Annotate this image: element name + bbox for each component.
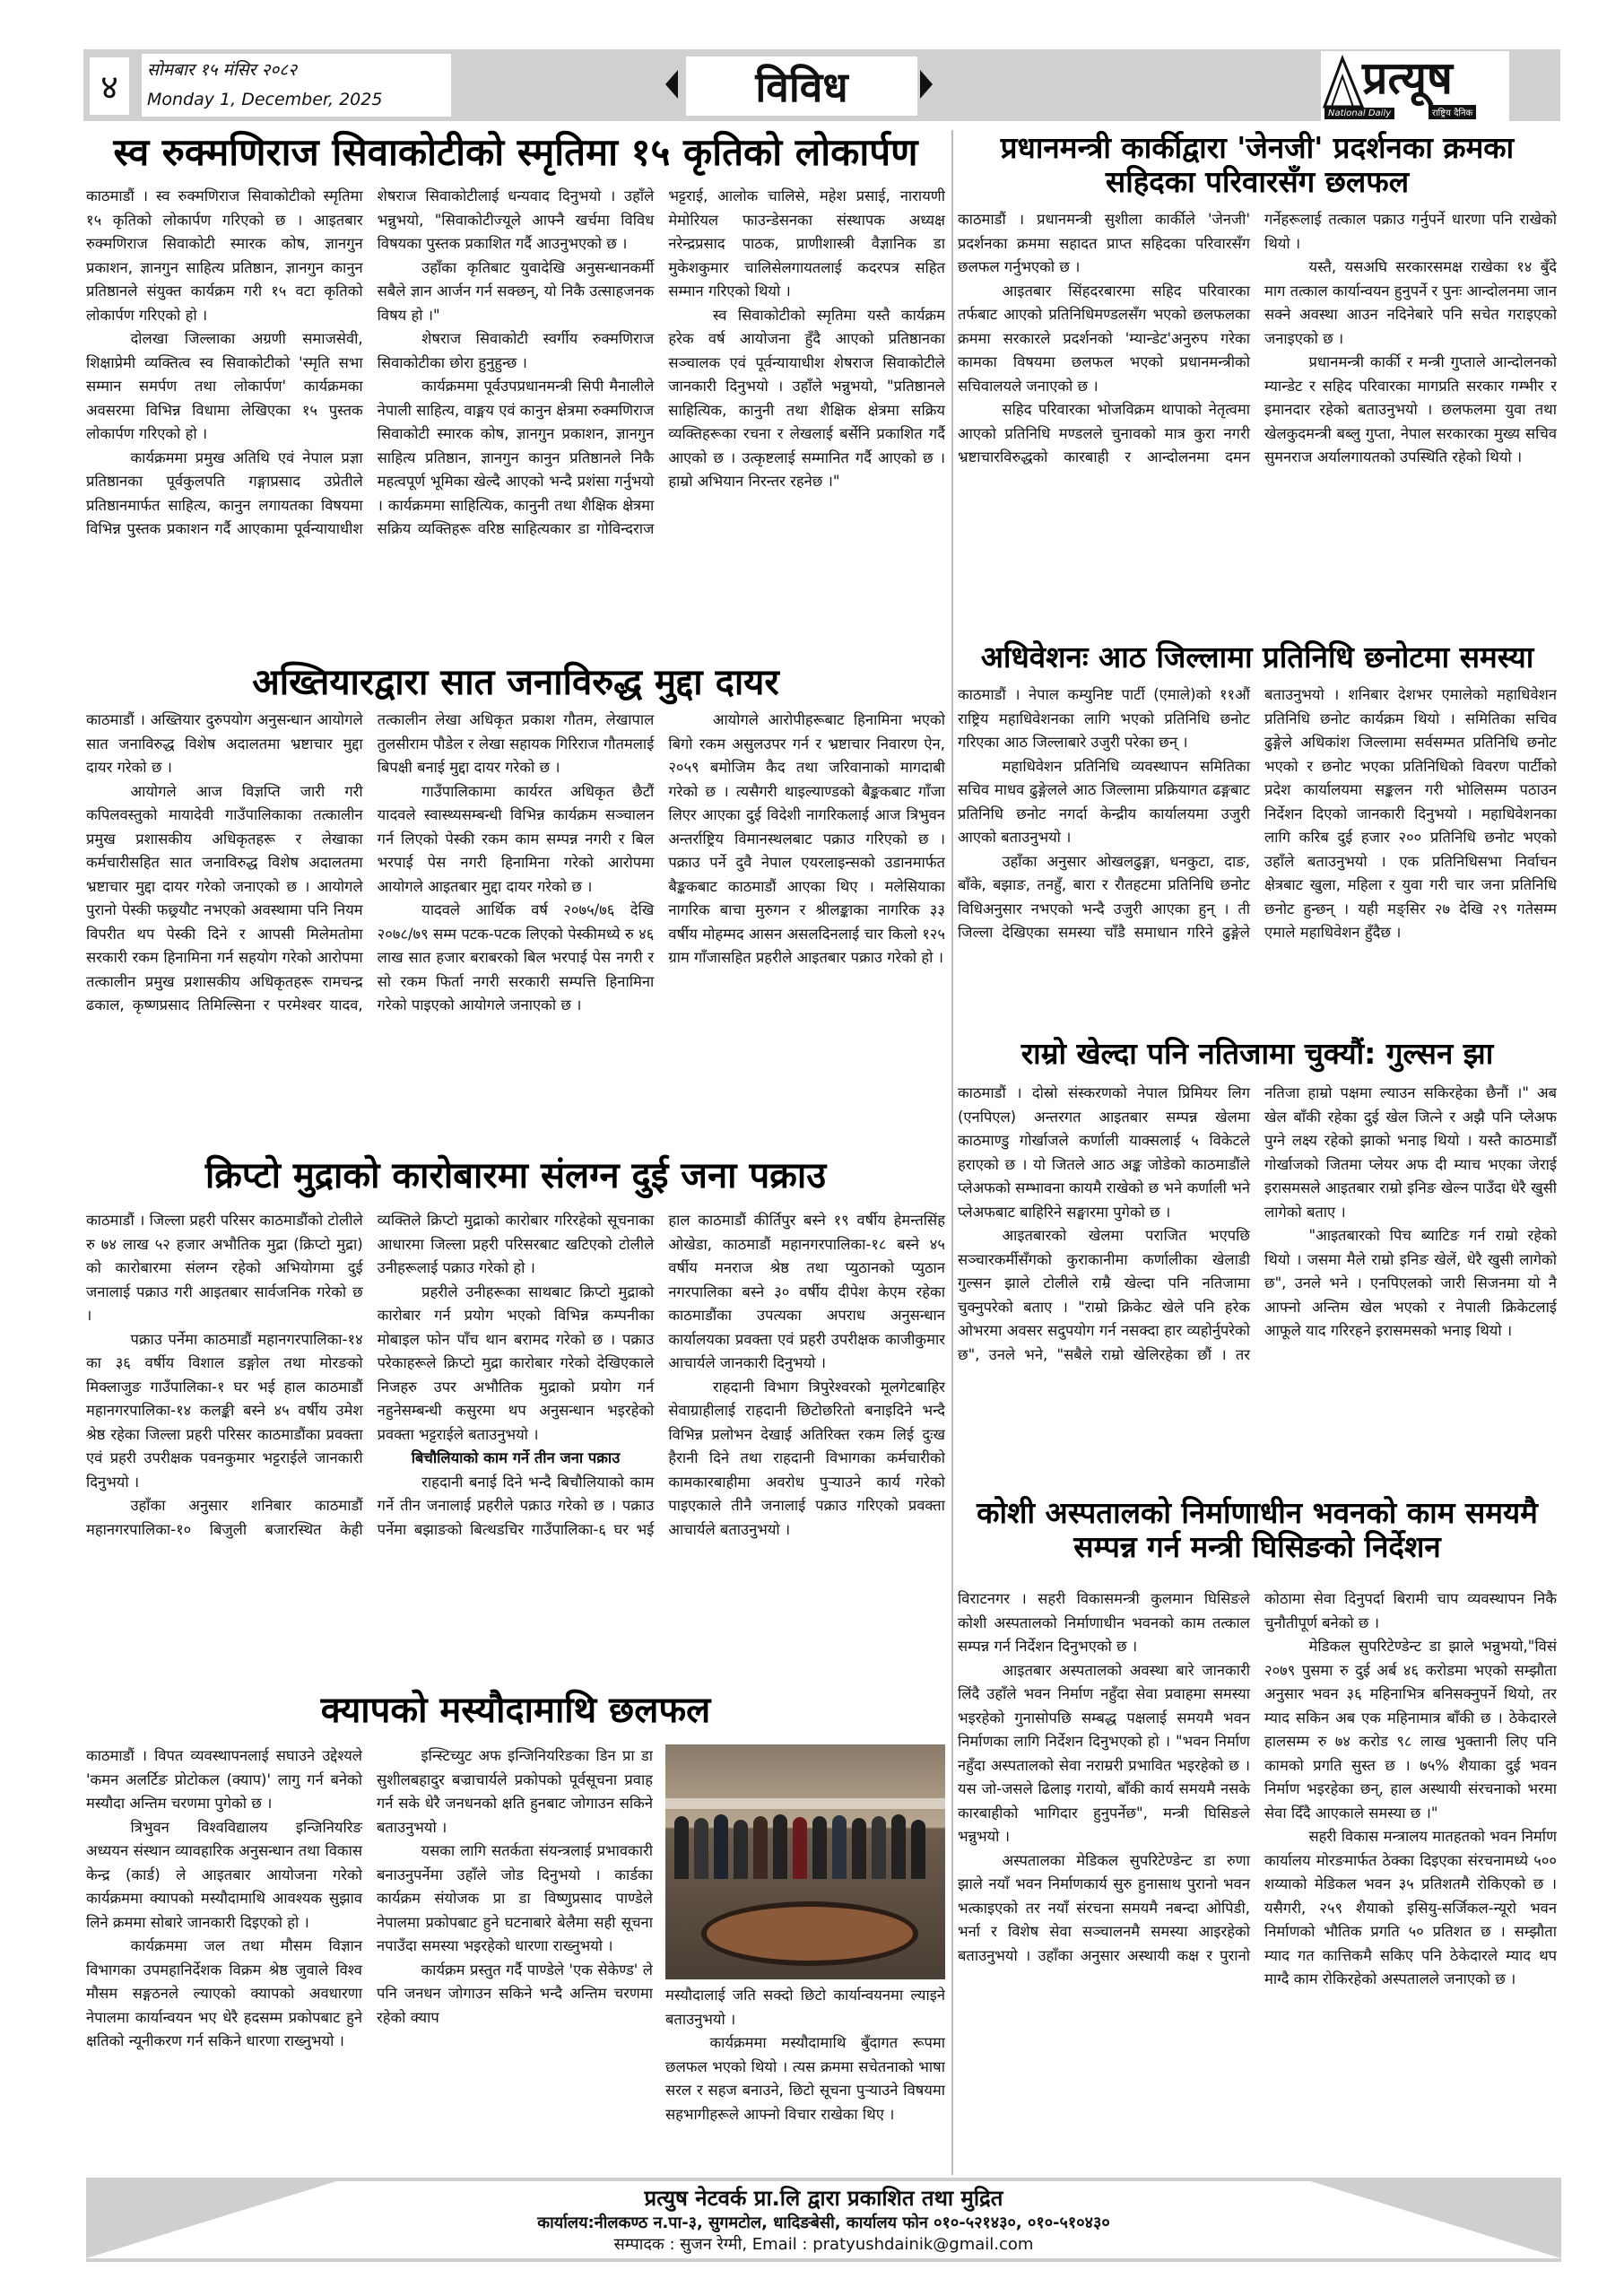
newspaper-logo: [1321, 51, 1509, 121]
article-paragraph: राहदानी विभाग त्रिपुरेश्वरको मूलगेटबाहिर सेवाग्राहीलाई राहदानी छिटोछरितो बनाइदिने भन्दै विभिन्न प्रलोभन देखाई अतिरिक्त रकम लिई दुःख हैरानी दिने तथा राहदानी विभागका कर्मचारीको कामकारबाहीमा अवरोध पुर्‍याउने कार्य गरेको पाइएकाले तीनै जनालाई पक्राउ गरिएको प्रवक्ता आचार्यले बताउनुभयो ।: [668, 1378, 945, 1538]
article-paragraph: काठमाडौं । नेपाल कम्युनिष्ट पार्टी (एमाले)को ११औं राष्ट्रिय महाधिवेशनका लागि भएको प्रतिनिधि छनोट गरिएका आठ जिल्लाबारे उजुरी परेका छन् ।: [958, 686, 1250, 751]
article-paragraph: अस्पतालका मेडिकल सुपरिटेण्डेन्ट डा रुणा झाले नयाँ भवन निर्माणकार्य सुरु हुनासाथ पुरानो भवन भत्काइएको तर नयाँ संरचना समयमै नबन्दा ओपिडी, भर्ना र विशेष सेवा सञ्चालनमै समस्या आइरहेको बताउनुभयो । उहाँका अनुसार अस्थायी कक्ष र पुरानो कोठामा सेवा दिनुपर्दा बिरामी चाप व्यवस्थापन निकै चुनौतीपूर्ण बनेको छ ।: [958, 1590, 1557, 1964]
next-arrow-icon: [920, 70, 933, 99]
headline-koshi: कोशी अस्पतालको निर्माणाधीन भवनको काम समयमै सम्पन्न गर्न मन्त्री घिसिङको निर्देशन: [977, 1495, 1538, 1564]
article-paragraph: राहदानी बनाई दिने भन्दै बिचौलियाको काम गर्ने तीन जनालाई प्रहरीले पक्राउ गरेको छ । पक्राउ पर्नेमा बझाङको बित्थडचिर गाउँपालिका-६ घर भई हाल काठमाडौं कीर्तिपुर बस्ने १९ वर्षीय हेमन्तसिंह ओखेडा, काठमाडौं महानगरपालिका-१८ बस्ने ४५ वर्षीय मनराज श्रेष्ठ तथा प्युठानको प्युठान नगरपालिका बस्ने ३० वर्षीय दीपेश केएम रहेका काठमाडौंका उपत्यका अपराध अनुसन्धान कार्यालयका प्रवक्ता एवं प्रहरी उपरीक्षक काजीकुमार आचार्यले जानकारी दिनुभयो ।: [377, 1212, 945, 1538]
article-paragraph: "आइतबारको पिच ब्याटिङ गर्न राम्रो रहेको थियो । जसमा मैले राम्रो इनिङ खेलें, धेरै खुसी लागेको छ", उनले भने । एनपिएलको जारी सिजनमा यो नै आफ्नो अन्तिम खेल भएको र नेपाली क्रिकेटलाई आफूले याद गरिरहने इरासमसको भनाइ थियो ।: [1264, 1227, 1557, 1339]
headline-genz: प्रधानमन्त्री कार्कीद्वारा 'जेनजी' प्रदर्शनका क्रमका सहिदका परिवारसँग छलफल: [1000, 130, 1515, 199]
meeting-photo: [665, 1744, 945, 1979]
article-paragraph: मस्यौदालाई जति सक्दो छिटो कार्यान्वयनमा ल्याइने बताउनुभयो ।: [665, 1987, 945, 2028]
logo-sub-en: National Daily: [1324, 108, 1394, 119]
article-paragraph: यस्तै, यसअघि सरकारसमक्ष राखेका १४ बुँदे माग तत्काल कार्यान्वयन हुनुपर्ने र पुनः आन्दोलनमा जान सक्ने अवस्था आउन नदिनेबारे पनि सचेत गराइएको जनाइएको छ ।: [1264, 258, 1557, 347]
article-cap-body: [86, 1744, 653, 2175]
article-paragraph: दोलखा जिल्लाका अग्रणी समाजसेवी, शिक्षाप्रेमी व्यक्तित्व स्व सिवाकोटीको 'स्मृति सभा सम्मान समर्पण तथा लोकार्पण' कार्यक्रमका अवसरमा विभिन्न विधामा लेखिएका १५ पुस्तक लोकार्पण गरिएको हो ।: [86, 330, 363, 442]
headline-sivakoti: स्व रुक्मणिराज सिवाकोटीको स्मृतिमा १५ कृतिको लोकार्पण: [113, 130, 918, 174]
article-genz-body: [958, 208, 1557, 635]
footer: [86, 2178, 1561, 2262]
footer-address: कार्यालय:नीलकण्ठ न.पा-३, सुगमटोल, धादिङबेसी, कार्यालय फोन ०१०-५२१४३०, ०१०-५१०४३०: [537, 2213, 1110, 2232]
article-paragraph: काठमाडौं । स्व रुक्मणिराज सिवाकोटीको स्मृतिमा १५ कृतिको लोकार्पण गरिएको छ । आइतबार रुक्मणिराज सिवाकोटी स्मारक कोष, ज्ञानगुन प्रकाशन, ज्ञानगुन साहित्य प्रतिष्ठान, ज्ञानगुन कानुन प्रतिष्ठानले संयुक्त कार्यक्रम गरी १५ वटा कृतिको लोकार्पण गरिएको हो ।: [86, 187, 363, 324]
article-paragraph: आयोगले आरोपीहरूबाट हिनामिना भएको बिगो रकम असुलउपर गर्न र भ्रष्टाचार निवारण ऐन, २०५९ बमोजिम कैद तथा जरिवानाको मागदाबी गरेको छ । त्यसैगरी थाइल्याण्डको बैङ्ककबाट गाँजा लिएर आएका दुई विदेशी नागरिकलाई आज त्रिभुवन अन्तर्राष्ट्रिय विमानस्थलबाट पक्राउ गरिएको छ । पक्राउ पर्ने दुवै नेपाल एयरलाइन्सको उडानमार्फत बैङ्ककबाट काठमाडौं आएका थिए । मलेसियाका नागरिक बाचा मुरुगन र श्रीलङ्काका नागरिक ३३ वर्षीय मोहम्मद आसन असलदिनलाई चार किलो १२५ ग्राम गाँजासहित प्रहरीले आइतबार पक्राउ गरेको हो ।: [668, 711, 945, 966]
page-number: ४: [90, 57, 129, 115]
article-paragraph: मेडिकल सुपरिटेण्डेन्ट डा झाले भन्नुभयो,"विसं २०७९ पुसमा रु दुई अर्ब ४६ करोडमा भएको सम्झौता अनुसार भवन ३६ महिनाभित्र बनिसक्नुपर्ने थियो, तर म्याद सकिन अब एक महिनामात्र बाँकी छ । ठेकेदारले हालसम्म रु ७४ करोड ९८ लाख भुक्तानी लिए पनि कामको प्रगति सुस्त छ । ७५% शैयाका दुई भवन निर्माण भइरहेका छन्, हाल अस्थायी संरचनाको भरमा सेवा दिँदै आएकाले समस्या छ ।": [1264, 1638, 1557, 1822]
article-koshi-body: [958, 1587, 1557, 2176]
prev-arrow-icon: [665, 70, 678, 99]
article-paragraph: काठमाडौं । प्रधानमन्त्री सुशीला कार्कीले 'जेनजी' प्रदर्शनका क्रममा सहादत प्राप्त सहिदका परिवारसँग छलफल गर्नुभएको छ ।: [958, 211, 1250, 275]
date-english: Monday 1, December, 2025: [147, 90, 383, 109]
article-paragraph: काठमाडौं । दोस्रो संस्करणको नेपाल प्रिमियर लिग (एनपिएल) अन्तरगत आइतबार सम्पन्न खेलमा काठमाण्डु गोर्खाजले कर्णाली याक्सलाई ५ विकेटले हराएको छ । यो जितले आठ अङ्क जोडेको काठमाडौंले प्लेअफको सम्भावना कायमै राखेको छ भने कर्णाली भने प्लेअफबाट बाहिरिने सङ्घारमा पुगेको छ ।: [958, 1084, 1250, 1221]
article-paragraph: विराटनगर । सहरी विकासमन्त्री कुलमान घिसिङले कोशी अस्पतालको निर्माणाधीन भवनको काम तत्काल सम्पन्न गर्न निर्देशन दिनुभएको छ ।: [958, 1590, 1250, 1655]
article-paragraph: आइतबार सिंहदरबारमा सहिद परिवारका तर्फबाट आएको प्रतिनिधिमण्डलसँग भएको छलफलका क्रममा सरकारले प्रदर्शनको 'म्यान्डेट'अनुरुप गरेका कामका विषयमा छलफल भएको प्रधानमन्त्रीको सचिवालयले जनाएको छ ।: [958, 282, 1250, 395]
section-title: विविध: [686, 57, 917, 116]
article-paragraph: शेषराज सिवाकोटी स्वर्गीय रुक्मणिराज सिवाकोटीका छोरा हुनुहुन्छ ।: [377, 330, 655, 371]
article-paragraph: पक्राउ पर्नेमा काठमाडौं महानगरपालिका-१४ का ३६ वर्षीय विशाल डङ्गोल तथा मोरङको मिक्लाजुङ गाउँपालिका-१ घर भई हाल काठमाडौं महानगरपालिका-१४ कलङ्की बस्ने ४५ वर्षीय उमेश श्रेष्ठ रहेका जिल्ला प्रहरी परिसर काठमाडौंका प्रवक्ता एवं प्रहरी उपरीक्षक पवनकुमार भट्टराईले जानकारी दिनुभयो ।: [86, 1330, 363, 1491]
article-paragraph: कार्यक्रममा जल तथा मौसम विज्ञान विभागका उपमहानिर्देशक विक्रम श्रेष्ठ जुवाले विश्व मौसम सङ्गठनले ल्याएको क्यापको अवधारणा नेपालमा कार्यान्वयन भए धेरै हदसम्म प्रकोपबाट हुने क्षतिको न्यूनीकरण गर्न सकिने धारणा राख्नुभयो ।: [86, 1937, 362, 2049]
conference-table: [701, 1901, 918, 1966]
article-paragraph: स्व सिवाकोटीको स्मृतिमा यस्तै कार्यक्रम हरेक वर्ष आयोजना हुँदै आएको प्रतिष्ठानका सञ्चालक एवं पूर्वन्यायाधीश शेषराज सिवाकोटीले जानकारी दिनुभयो । उहाँले भन्नुभयो, "प्रतिष्ठानले साहित्यिक, कानुनी तथा शैक्षिक क्षेत्रमा सक्रिय व्यक्तिहरूका रचना र लेखलाई बर्सेनि प्रकाशित गर्दै आएको छ । उत्कृष्टलाई सम्मानित गर्दै आएको छ । हाम्रो अभियान निरन्तर रहनेछ ।": [668, 306, 945, 490]
logo-text: प्रत्यूष: [1362, 52, 1453, 104]
section-divider: [951, 130, 953, 2175]
article-gulsan-body: [958, 1082, 1557, 1492]
people-row: [674, 1807, 934, 1879]
article-paragraph: उहाँका अनुसार शनिबार काठमाडौं महानगरपालिका-१० बिजुली बजारस्थित केही व्यक्तिले क्रिप्टो मुद्राको कारोबार गरिरहेको सूचनाका आधारमा जिल्ला प्रहरी परिसरबाट खटिएको टोलीले उनीहरूलाई पक्राउ गरेको हो ।: [86, 1212, 655, 1538]
footer-editor-email: सम्पादक : सुजन रेग्मी, Email : pratyushdainik@gmail.com: [613, 2235, 1034, 2254]
headline-adhiveshan: अधिवेशनः आठ जिल्लामा प्रतिनिधि छनोटमा समस्या: [980, 639, 1534, 674]
article-paragraph: इन्स्टिच्युट अफ इन्जिनियरिङका डिन प्रा डा सुशीलबहादुर बज्राचार्यले प्रकोपको पूर्वसूचना प्रवाह गर्न सके धेरै जनधनको क्षति हुनबाट जोगाउन सकिने बताउनुभयो ।: [377, 1747, 653, 1836]
article-paragraph: त्रिभुवन विश्वविद्यालय इन्जिनियरिङ अध्ययन संस्थान व्यावहारिक अनुसन्धान तथा विकास केन्द्र (कार्ड) ले आइतबार आयोजना गरेको कार्यक्रममा क्यापको मस्यौदामाथि आवश्यक सुझाव लिने क्रममा सोबारे जानकारी दिइएको हो ।: [86, 1818, 362, 1931]
subheading: बिचौलियाको काम गर्ने तीन जना पक्राउ: [411, 1449, 621, 1466]
article-paragraph: यसका लागि सतर्कता संयन्त्रलाई प्रभावकारी बनाउनुपर्नेमा उहाँले जोड दिनुभयो । कार्डका कार्यक्रम संयोजक प्रा डा विष्णुप्रसाद पाण्डेले नेपालमा प्रकोपबाट हुने घटनाबारे बेलैमा सही सूचना नपाउँदा समस्या भइरहेको धारणा राख्नुभयो ।: [377, 1842, 653, 1954]
article-akhtiyar-body: [86, 709, 945, 1139]
article-paragraph: काठमाडौं । अख्तियार दुरुपयोग अनुसन्धान आयोगले सात जनाविरुद्ध विशेष अदालतमा भ्रष्टाचार मुद्दा दायर गरेको छ ।: [86, 711, 363, 776]
logo-sub-np: राष्ट्रिय दैनिक: [1429, 105, 1476, 119]
article-paragraph: आयोगले आज विज्ञप्ति जारी गरी कपिलवस्तुको मायादेवी गाउँपालिकाका तत्कालीन प्रमुख प्रशासकीय अधिकृतहरू र लेखाका कर्मचारीसहित सात जनाविरुद्ध विशेष अदालतमा भ्रष्टाचार मुद्दा दायर गरेको जनाएको छ । आयोगले पुरानो पेस्की फछ्र्यौट नभएको अवस्थामा पनि नियम विपरीत थप पेस्की दिने र आपसी मिलेमतोमा सरकारी रकम हिनामिना गर्न सहयोग गरेको आरोपमा तत्कालीन प्रमुख प्रशासकीय अधिकृतहरू रामचन्द्र ढकाल, कृष्णप्रसाद तिमिल्सिना र परमेश्वर यादव, तत्कालीन लेखा अधिकृत प्रकाश गौतम, लेखापाल तुलसीराम पौडेल र लेखा सहायक गिरिराज गौतमलाई बिपक्षी बनाई मुद्दा दायर गरेको छ ।: [86, 711, 655, 1013]
mountain-logo-icon: [1323, 55, 1364, 109]
article-paragraph: कार्यक्रममा मस्यौदामाथि बुँदागत रूपमा छलफल भएको थियो । त्यस क्रममा सचेतनाको भाषा सरल र सहज बनाउने, छिटो सूचना पुर्‍याउने विषयमा सहभागीहरूले आफ्नो विचार राखेका थिए ।: [665, 2034, 945, 2123]
article-paragraph: प्रधानमन्त्री कार्की र मन्त्री गुप्ताले आन्दोलनको म्यान्डेट र सहिद परिवारका मागप्रति सरकार गम्भीर र इमानदार रहेको बताउनुभयो । छलफलमा युवा तथा खेलकुदमन्त्री बब्लु गुप्ता, नेपाल सरकारका मुख्य सचिव सुमनराज अर्यालगायतको उपस्थिति रहेको थियो ।: [1264, 353, 1557, 465]
article-paragraph: सहरी विकास मन्त्रालय मातहतको भवन निर्माण कार्यालय मोरङमार्फत ठेक्का दिइएका संरचनामध्ये ५०० शय्याको मेडिकल भवन ३५ प्रतिशतमै रोकिएको छ । यसैगरी, २५९ शैयाको इसियु-सर्जिकल-न्यूरो भवन निर्माणको भौतिक प्रगति ५० प्रतिशत छ । सम्झौता म्याद गत कात्तिकमै सकिए पनि ठेकेदारले म्याद थप माग्दै काम रोकिरहेको अस्पतालले जनाएको छ ।: [1264, 1828, 1557, 1987]
article-paragraph: उहाँका कृतिबाट युवादेखि अनुसन्धानकर्मी सबैले ज्ञान आर्जन गर्न सक्छन्, यो निकै उत्साहजनक विषय हो ।": [377, 258, 655, 324]
article-cap-body-continued: [665, 1984, 945, 2176]
article-paragraph: उहाँका अनुसार ओखलढुङ्गा, धनकुटा, दाङ, बाँके, बझाङ, तनहुँ, बारा र रौतहटमा प्रतिनिधि छनोट विधिअनुसार नभएको भन्दै उजुरी आएका हुन् । ती जिल्ला देखिएका समस्या चाँडै समाधान गरिने ढुङ्गेले बताउनुभयो । शनिबार देशभर एमालेको महाधिवेशन प्रतिनिधि छनोट कार्यक्रम थियो । समितिका सचिव ढुङ्गेले अधिकांश जिल्लामा सर्वसम्मत प्रतिनिधि छनोट भएको र छनोट भएका प्रतिनिधिको विवरण पार्टीको प्रदेश कार्यालयमा सङ्कलन गरी भोलिसम्म पठाउन निर्देशन दिएको जानकारी दिनुभयो । महाधिवेशनका लागि करिब दुई हजार २०० प्रतिनिधि छनोट भएको उहाँले बताउनुभयो । एक प्रतिनिधिसभा निर्वाचन क्षेत्रबाट खुला, महिला र युवा गरी चार जना प्रतिनिधि छनोट हुन्छन् । यही मङ्सिर २७ देखि २९ गतेसम्म एमाले महाधिवेशन हुँदैछ ।: [958, 686, 1557, 941]
article-paragraph: आइतबारको खेलमा पराजित भएपछि सञ्चारकर्मीसँगको कुराकानीमा कर्णालीका खेलाडी गुल्सन झाले टोलीले राम्रै खेल्दा पनि नतिजामा चुक्नुपरेको बताए । "राम्रो क्रिकेट खेले पनि हरेक ओभरमा अवसर सदुपयोग गर्न नसक्दा हार व्यहोर्नुपरेको छ", उनले भने, "सबैले राम्रो खेलिरहेका छौं । तर नतिजा हाम्रो पक्षमा ल्याउन सकिरहेका छैनौं ।" अब खेल बाँकी रहेका दुई खेल जित्ने र अझै पनि प्लेअफ पुग्ने लक्ष्य रहेको झाको भनाइ थियो । यस्तै काठमाडौं गोर्खाजको जितमा प्लेयर अफ दी म्याच भएका जेराई इरासमसले आइतबार राम्रो इनिङ खेल्न पाउँदा धेरै खुसी लागेको बताए ।: [958, 1084, 1557, 1363]
headline-cap: क्यापको मस्यौदामाथि छलफल: [320, 1690, 711, 1731]
headline-crypto: क्रिप्टो मुद्राको कारोबारमा संलग्न दुई जना पक्राउ: [204, 1155, 827, 1196]
date-box: [142, 54, 451, 117]
article-paragraph: सहिद परिवारका भोजविक्रम थापाको नेतृत्वमा आएको प्रतिनिधि मण्डलले चुनावको मात्र कुरा नगरी भ्रष्टाचारविरुद्धको कारबाही र आन्दोलनमा दमन गर्नेहरूलाई तत्काल पक्राउ गर्नुपर्ने धारणा पनि राखेको थियो ।: [958, 211, 1557, 465]
headline-akhtiyar: अख्तियारद्वारा सात जनाविरुद्ध मुद्दा दायर: [252, 662, 779, 703]
article-paragraph: प्रहरीले उनीहरूका साथबाट क्रिप्टो मुद्राको कारोबार गर्न प्रयोग भएको विभिन्न कम्पनीका मोबाइल फोन पाँच थान बरामद गरेको छ । पक्राउ परेकाहरूले क्रिप्टो मुद्रा कारोबार गरेको देखिएकाले निजहरु उपर अभौतिक मुद्राको प्रयोग गर्न नहुनेसम्बन्धी कसुरमा थप अनुसन्धान भइरहेको प्रवक्ता भट्टराईले बताउनुभयो ।: [377, 1283, 655, 1443]
date-nepali: सोमबार १५ मंसिर २०८२: [147, 60, 297, 80]
article-paragraph: यादवले आर्थिक वर्ष २०७५/७६ देखि २०७८/७९ सम्म पटक-पटक लिएको पेस्कीमध्ये रु ४६ लाख सात हजार बराबरको बिल भरपाई पेस नगरी र सो रकम फिर्ता नगरी सरकारी सम्पत्ति हिनामिना गरेको पाइएको आयोगले जनाएको छ ।: [377, 901, 655, 1013]
article-sivakoti-body: [86, 185, 945, 651]
article-paragraph: गाउँपालिकामा कार्यरत अधिकृत छैटौं यादवले स्वास्थ्यसम्बन्धी विभिन्न कार्यक्रम सञ्चालन गर्न लिएको पेस्की रकम काम सम्पन्न नगरी र बिल भरपाई पेस नगरी हिनामिना गरेको आरोपमा आयोगले आइतबार मुद्दा दायर गरेको छ ।: [377, 782, 655, 895]
article-paragraph: कार्यक्रममा पूर्वउपप्रधानमन्त्री सिपी मैनालीले नेपाली साहित्य, वाङ्मय एवं कानुन क्षेत्रमा रुक्मणिराज सिवाकोटी स्मारक कोष, ज्ञानगुन प्रकाशन, ज्ञानगुन साहित्य प्रतिष्ठान, ज्ञानगुन कानुन प्रतिष्ठानले निकै महत्वपूर्ण भूमिका खेल्दै आएको भन्दै प्रशंसा गर्नुभयो । कार्यक्रममा साहित्यिक, कानुनी तथा शैक्षिक क्षेत्रमा सक्रिय व्यक्तिहरू वरिष्ठ साहित्यकार डा गोविन्दराज भट्टराई, आलोक चालिसे, महेश प्रसाई, नारायणी मेमोरियल फाउन्डेसनका संस्थापक अध्यक्ष नरेन्द्रप्रसाद पाठक, प्राणीशास्त्री वैज्ञानिक डा मुकेशकुमार चालिसेलगायतलाई कदरपत्र सहित सम्मान गरिएको थियो ।: [377, 187, 945, 537]
article-paragraph: कार्यक्रम प्रस्तुत गर्दै पाण्डेले 'एक सेकेण्ड' ले पनि जनधन जोगाउन सकिने भन्दै अन्तिम चरणमा रहेको क्याप: [377, 1961, 653, 2026]
article-adhiveshan-body: [958, 683, 1557, 1030]
article-paragraph: महाधिवेशन प्रतिनिधि व्यवस्थापन समितिका सचिव माधव ढुङ्गेलले आठ जिल्लामा प्रक्रियागत ढङ्गबाट प्रतिनिधि छनोट नगर्दा केन्द्रीय कार्यालयमा उजुरी आएको बताउनुभयो ।: [958, 757, 1250, 846]
article-paragraph: कार्यक्रममा प्रमुख अतिथि एवं नेपाल प्रज्ञा प्रतिष्ठानका पूर्वकुलपति गङ्गाप्रसाद उप्रेतीले प्रतिष्ठानमार्फत साहित्य, कानुन लगायतका विषयमा विभिन्न पुस्तक प्रकाशन गर्दै आएकामा पूर्वन्यायाधीश शेषराज सिवाकोटीलाई धन्यवाद दिनुभयो । उहाँले भन्नुभयो, "सिवाकोटीज्यूले आफ्नै खर्चमा विविध विषयका पुस्तक प्रकाशित गर्दै आउनुभएको छ ।: [86, 187, 655, 537]
article-paragraph: आइतबार अस्पतालको अवस्था बारे जानकारी लिंदै उहाँले भवन निर्माण नहुँदा सेवा प्रवाहमा समस्या भइरहेको गुनासोपछि सम्बद्ध पक्षलाई समयमै भवन निर्माणका लागि निर्देशन दिनुभएको हो । "भवन निर्माण नहुँदा अस्पतालको सेवा नराम्ररी प्रभावित भइरहेको छ । यस जो-जसले ढिलाइ गरायो, बाँकी कार्य समयमै नसके कारबाहीको भागिदार हुनुपर्नेछ", मन्त्री घिसिङले भन्नुभयो ।: [958, 1661, 1250, 1845]
footer-publisher: प्रत्युष नेटवर्क प्रा.लि द्वारा प्रकाशित तथा मुद्रित: [644, 2186, 1003, 2211]
article-paragraph: काठमाडौं । जिल्ला प्रहरी परिसर काठमाडौंको टोलीले रु ७४ लाख ५२ हजार अभौतिक मुद्रा (क्रिप्टो मुद्रा) को कारोबारमा संलग्न रहेको अभियोगमा दुई जनालाई पक्राउ गरी आइतबार सार्वजनिक गरेको छ ।: [86, 1212, 363, 1324]
article-paragraph: काठमाडौं । विपत व्यवस्थापनलाई सघाउने उद्देश्यले 'कमन अलर्टिङ प्रोटोकल (क्याप)' लागु गर्न बनेको मस्यौदा अन्तिम चरणमा पुगेको छ ।: [86, 1747, 362, 1812]
article-crypto-body: [86, 1209, 945, 1683]
headline-gulsan: राम्रो खेल्दा पनि नतिजामा चुक्यौं: गुल्सन झा: [1020, 1036, 1494, 1071]
